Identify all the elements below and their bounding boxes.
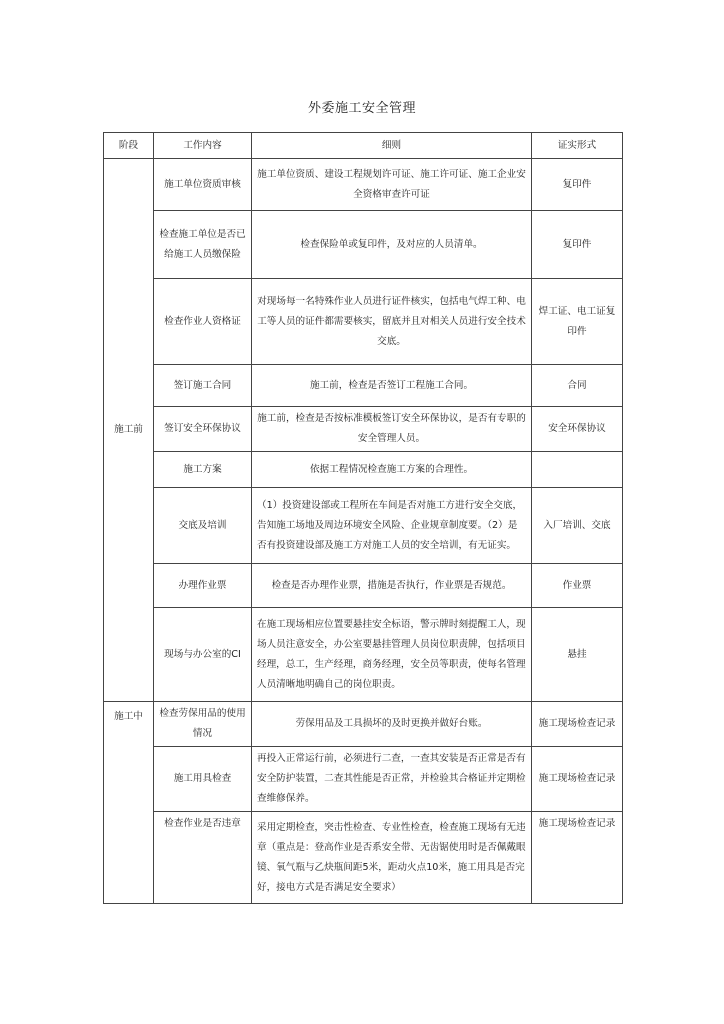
stage-during: 施工中 bbox=[104, 702, 154, 904]
evidence-cell: 作业票 bbox=[532, 564, 623, 608]
work-cell: 签订施工合同 bbox=[154, 365, 252, 407]
table-row bbox=[104, 564, 623, 608]
evidence-cell: 焊工证、电工证复印件 bbox=[532, 279, 623, 365]
table-row bbox=[104, 159, 623, 211]
detail-cell: 再投入正常运行前，必须进行二查，一查其安装是否正常是否有安全防护装置，二查其性能是否正常，并检验其合格证并定期检查维修保养。 bbox=[252, 747, 532, 812]
work-cell: 办理作业票 bbox=[154, 564, 252, 608]
detail-cell: （1）投资建设部或工程所在车间是否对施工方进行安全交底，告知施工场地及周边环境安全风险、企业规章制度要。（2）是否有投资建设部及施工方对施工人员的安全培训，有无证实。 bbox=[252, 488, 532, 564]
table-header-row bbox=[104, 133, 623, 159]
document-title: 外委施工安全管理 bbox=[307, 101, 416, 116]
detail-cell: 施工前，检查是否按标准模板签订安全环保协议，是否有专职的安全管理人员。 bbox=[252, 407, 532, 452]
table-row bbox=[104, 488, 623, 564]
evidence-cell bbox=[532, 452, 623, 488]
table-row bbox=[104, 702, 623, 747]
table-row bbox=[104, 608, 623, 702]
detail-cell: 检查是否办理作业票，措施是否执行，作业票是否规范。 bbox=[252, 564, 532, 608]
table-row bbox=[104, 407, 623, 452]
evidence-cell: 复印件 bbox=[532, 159, 623, 211]
detail-cell: 对现场每一名特殊作业人员进行证件核实，包括电气焊工种、电工等人员的证件都需要核实，留底并且对相关人员进行安全技术交底。 bbox=[252, 279, 532, 365]
work-cell: 检查作业人资格证 bbox=[154, 279, 252, 365]
safety-management-table bbox=[103, 132, 623, 904]
work-cell: 检查施工单位是否已给施工人员缴保险 bbox=[154, 211, 252, 279]
evidence-cell: 合同 bbox=[532, 365, 623, 407]
detail-cell: 检查保险单或复印件，及对应的人员清单。 bbox=[252, 211, 532, 279]
table-row bbox=[104, 279, 623, 365]
header-evidence: 证实形式 bbox=[532, 133, 623, 159]
work-cell: 施工方案 bbox=[154, 452, 252, 488]
evidence-cell: 入厂培训、交底 bbox=[532, 488, 623, 564]
detail-cell: 施工单位资质、建设工程规划许可证、施工许可证、施工企业安全资格审查许可证 bbox=[252, 159, 532, 211]
header-detail: 细则 bbox=[252, 133, 532, 159]
table-row bbox=[104, 365, 623, 407]
detail-cell: 依据工程情况检查施工方案的合理性。 bbox=[252, 452, 532, 488]
detail-cell: 采用定期检查，突击性检查、专业性检查，检查施工现场有无违章（重点是：登高作业是否系安全带、无齿锯使用时是否佩戴眼镜、氧气瓶与乙炔瓶间距5米，距动火点10米，施工用具是否完好，接电方式是否满足安全要求） bbox=[252, 812, 532, 904]
evidence-cell: 悬挂 bbox=[532, 608, 623, 702]
table-row bbox=[104, 452, 623, 488]
evidence-cell: 复印件 bbox=[532, 211, 623, 279]
detail-cell: 在施工现场相应位置要悬挂安全标语，警示牌时刻提醒工人，现场人员注意安全，办公室要悬挂管理人员岗位职责牌，包括项目经理，总工，生产经理，商务经理，安全员等职责，使每名管理人员清晰地明确自己的岗位职责。 bbox=[252, 608, 532, 702]
table-row bbox=[104, 747, 623, 812]
work-cell: 交底及培训 bbox=[154, 488, 252, 564]
header-stage: 阶段 bbox=[104, 133, 154, 159]
work-cell: 施工单位资质审核 bbox=[154, 159, 252, 211]
detail-cell: 施工前，检查是否签订工程施工合同。 bbox=[252, 365, 532, 407]
work-cell: 现场与办公室的CI bbox=[154, 608, 252, 702]
table-row bbox=[104, 211, 623, 279]
table-row bbox=[104, 812, 623, 904]
stage-before: 施工前 bbox=[104, 159, 154, 702]
detail-cell: 劳保用品及工具损坏的及时更换并做好台账。 bbox=[252, 702, 532, 747]
work-cell: 检查作业是否违章 bbox=[154, 812, 252, 904]
work-cell: 检查劳保用品的使用情况 bbox=[154, 702, 252, 747]
header-work: 工作内容 bbox=[154, 133, 252, 159]
work-cell: 施工用具检查 bbox=[154, 747, 252, 812]
evidence-cell: 施工现场检查记录 bbox=[532, 812, 623, 904]
work-cell: 签订安全环保协议 bbox=[154, 407, 252, 452]
evidence-cell: 施工现场检查记录 bbox=[532, 702, 623, 747]
evidence-cell: 施工现场检查记录 bbox=[532, 747, 623, 812]
evidence-cell: 安全环保协议 bbox=[532, 407, 623, 452]
